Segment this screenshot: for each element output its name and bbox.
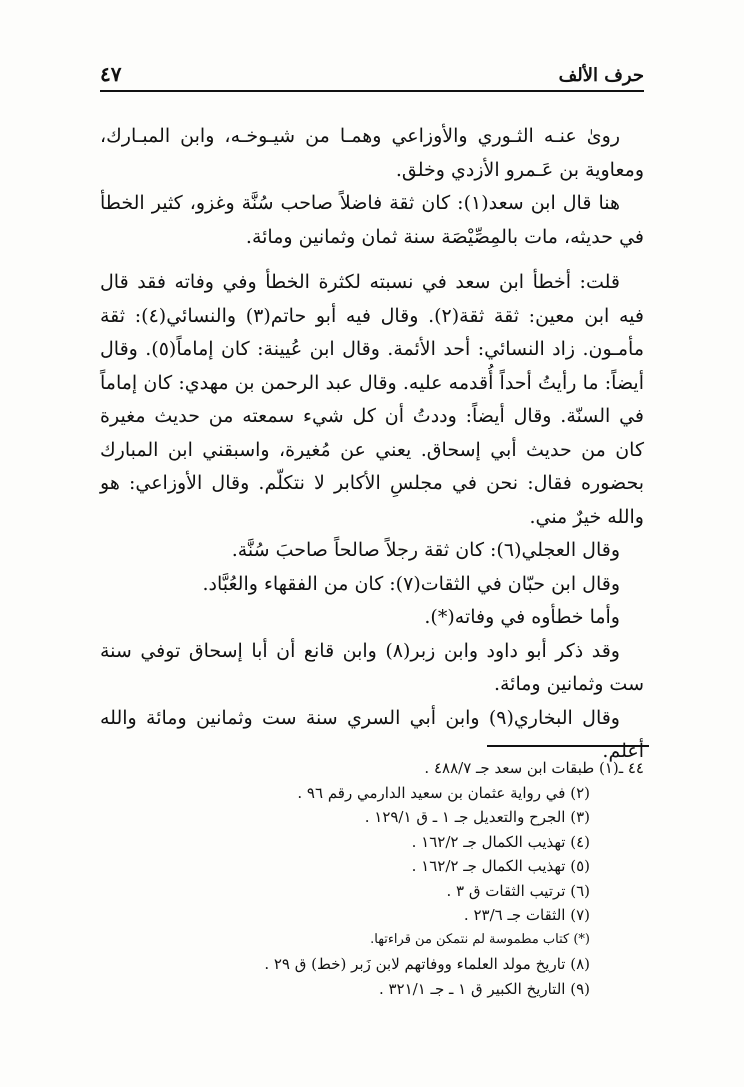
paragraph-abu-dawud: وقد ذكر أبو داود وابن زبر(٨) وابن قانع أن أبا إسحاق توفي سنة ست وثمانين ومائة. bbox=[100, 639, 644, 695]
paragraph-critique: قلت: أخطأ ابن سعد في نسبته لكثرة الخطأ وفي وفاته فقد قال فيه ابن معين: ثقة ثقة(٢). وقال فيه أبو حاتم(٣) والنسائي(٤): ثقة مأمـون. زاد النسائي: أحد الأئمة. وقال ابن عُيينة: كان إماماً(٥). وقال أيضاً: ما رأيتُ أحداً أُقدمه عليه. وقال عبد الرحمن بن مهدي: كان إماماً في السنّة. وقال أيضاً: وددتُ أن كل شيء سمعته من حديث مغيرة كان من حديث أبي إسحاق. يعني عن مُغيرة، واسبقني ابن المبارك بحضوره فقال: نحن في مجلسِ الأكابر لا نتكلّم. وقال الأوزاعي: هو والله خيرٌ مني. bbox=[100, 271, 644, 528]
footnote-1: ٤٤ ـ(١) طبقات ابن سعد جـ ٤٨٨/٧ . bbox=[424, 759, 644, 777]
paragraph-ijli: وقال العجلي(٦): كان ثقة رجلاً صالحاً صاحبَ سُنَّة. bbox=[231, 539, 620, 561]
footnote-6: (٦) ترتيب الثقات ق ٣ . bbox=[446, 881, 590, 900]
footnote-divider bbox=[487, 745, 649, 747]
page-number: ٤٧ bbox=[100, 62, 122, 86]
footnote-9: (٩) التاريخ الكبير ق ١ ـ جـ ٣٢١/١ . bbox=[378, 979, 590, 998]
paragraph-bukhari: وقال البخاري(٩) وابن أبي السري سنة ست وثمانين ومائة والله أعلم. bbox=[100, 706, 644, 762]
footnote-star: (*) كتاب مطموسة لم نتمكن من قراءتها. bbox=[370, 931, 590, 947]
paragraph-narrators: روىٰ عنـه الثـوري والأوزاعي وهمـا من شيـوخـه، وابن المبـارك، ومعاوية بن عَـمرو الأزدي وخلق. bbox=[100, 125, 644, 181]
footnote-7: (٧) الثقات جـ ٢٣/٦ . bbox=[463, 906, 590, 924]
paragraph-ibn-saad: هنا قال ابن سعد(١): كان ثقة فاضلاً صاحب سُنَّة وغزو، كثير الخطأ في حديثه، مات بالمِصِّيْصَة سنة ثمان وثمانين ومائة. bbox=[100, 192, 644, 248]
footnote-4: (٤) تهذيب الكمال جـ ١٦٢/٢ . bbox=[411, 832, 590, 851]
main-text bbox=[100, 120, 644, 769]
footnote-8: (٨) تاريخ مولد العلماء ووفاتهم لابن زَبر (خط) ق ٢٩ . bbox=[264, 955, 590, 973]
page-header bbox=[100, 58, 644, 92]
paragraph-ibn-hibban: وقال ابن حبّان في الثقات(٧): كان من الفقهاء والعُبَّاد. bbox=[202, 572, 620, 595]
footnotes bbox=[100, 756, 644, 1001]
running-title: حرف الألف bbox=[558, 65, 644, 86]
paragraph-death-error: وأما خطأوه في وفاته(*). bbox=[424, 606, 620, 628]
footnote-3: (٣) الجرح والتعديل جـ ١ ـ ق ١٢٩/١ . bbox=[364, 808, 590, 826]
footnote-2: (٢) في رواية عثمان بن سعيد الدارمي رقم ٩٦ . bbox=[297, 783, 590, 802]
footnote-5: (٥) تهذيب الكمال جـ ١٦٢/٢ . bbox=[411, 857, 590, 875]
